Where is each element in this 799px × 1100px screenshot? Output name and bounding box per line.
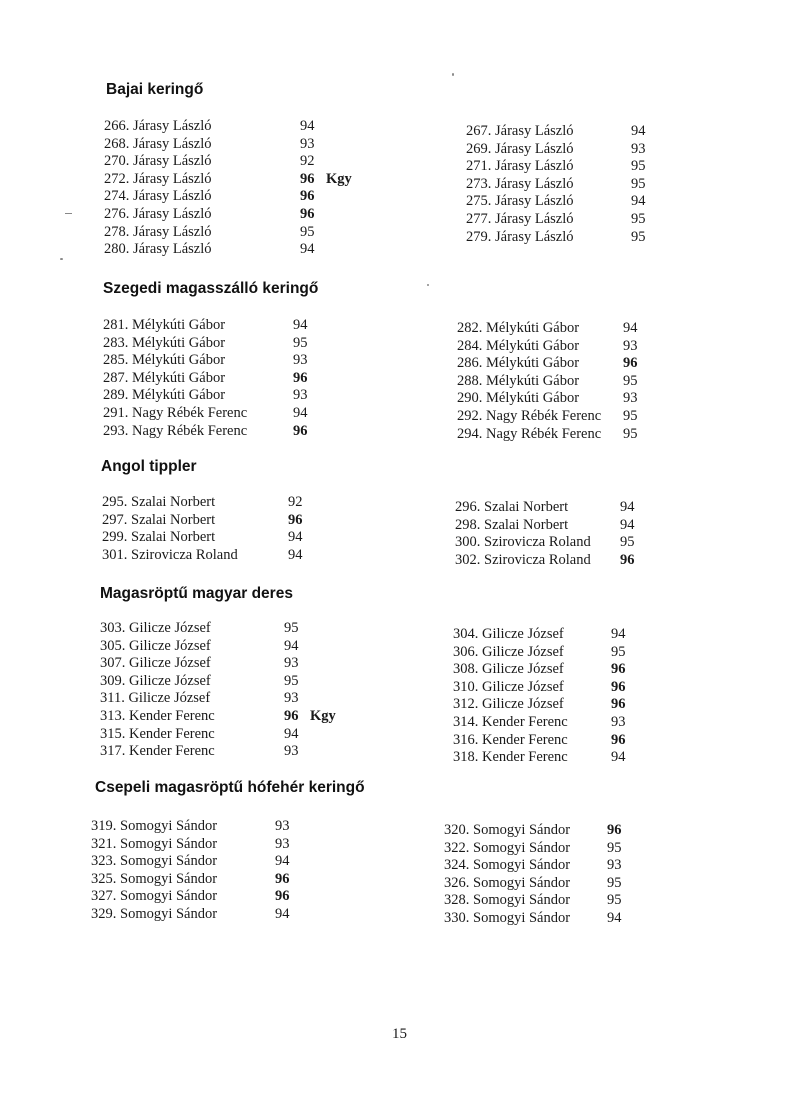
entry-label: 280. Járasy László	[104, 241, 212, 258]
entry-label: 274. Járasy László	[104, 188, 212, 205]
entry-score: 94	[620, 499, 635, 515]
entry-score: 96	[275, 870, 290, 887]
entry-score: 94	[611, 749, 626, 766]
entry-score: 94	[631, 123, 646, 139]
scan-speck	[452, 73, 454, 76]
entry-label: 314. Kender Ferenc	[453, 713, 568, 730]
entry-score: 93	[275, 818, 290, 834]
entry-score: 93	[284, 743, 299, 760]
entry-score: 94	[607, 909, 622, 926]
entry-score: 93	[631, 140, 646, 157]
entry-score: 94	[288, 546, 303, 563]
entry-label: 290. Mélykúti Gábor	[457, 390, 580, 407]
entry-score: 94	[611, 626, 626, 642]
entry-label: 272. Járasy László	[104, 170, 212, 187]
entry-score: 95	[284, 672, 299, 689]
scan-speck	[65, 213, 72, 214]
entry-score: 93	[284, 690, 299, 707]
entry-label: 286. Mélykúti Gábor	[457, 355, 580, 372]
entry-label: 268. Járasy László	[104, 135, 212, 152]
entry-score: 95	[623, 425, 638, 442]
page-number: 15	[392, 1026, 407, 1042]
entry-label: 287. Mélykúti Gábor	[103, 369, 226, 386]
entry-score: 95	[623, 407, 638, 424]
entry-score: 95	[607, 874, 622, 891]
entry-label: 315. Kender Ferenc	[100, 725, 215, 742]
entry-score: 95	[631, 158, 646, 175]
entry-label: 298. Szalai Norbert	[455, 516, 569, 533]
entry-label: 278. Járasy László	[104, 223, 212, 240]
entry-label: 282. Mélykúti Gábor	[457, 320, 580, 336]
entry-score: 95	[607, 892, 622, 909]
entry-note: Kgy	[326, 170, 352, 187]
entry-score: 96	[293, 422, 308, 439]
entry-score: 95	[631, 210, 646, 227]
entry-score: 94	[275, 905, 290, 922]
entry-label: 297. Szalai Norbert	[102, 511, 216, 528]
entry-score: 93	[623, 337, 638, 354]
entry-score: 96	[300, 188, 315, 205]
entry-label: 318. Kender Ferenc	[453, 749, 568, 766]
entry-label: 328. Somogyi Sándor	[444, 892, 571, 909]
entry-score: 96	[607, 822, 622, 838]
entry-score: 96	[275, 888, 290, 905]
entry-score: 95	[300, 223, 315, 240]
section-title: Magasröptű magyar deres	[100, 585, 293, 602]
entry-label: 312. Gilicze József	[453, 696, 564, 713]
entry-label: 313. Kender Ferenc	[100, 707, 215, 724]
section-title: Szegedi magasszálló keringő	[103, 280, 319, 297]
entry-score: 96	[620, 551, 635, 568]
entry-score: 93	[611, 713, 626, 730]
entry-label: 322. Somogyi Sándor	[444, 839, 571, 856]
entry-score: 93	[293, 352, 308, 369]
entry-score: 93	[300, 135, 315, 152]
entry-label: 302. Szirovicza Roland	[455, 551, 591, 568]
entry-score: 96	[300, 205, 315, 222]
entry-score: 96	[293, 369, 308, 386]
entry-score: 95	[620, 534, 635, 551]
entry-label: 288. Mélykúti Gábor	[457, 372, 580, 389]
entry-label: 300. Szirovicza Roland	[455, 534, 591, 551]
entry-score: 95	[607, 839, 622, 856]
entry-score: 95	[631, 175, 646, 192]
entry-label: 285. Mélykúti Gábor	[103, 352, 226, 369]
entry-label: 323. Somogyi Sándor	[91, 853, 218, 870]
entry-score: 96	[288, 511, 303, 528]
entry-note: Kgy	[310, 707, 336, 724]
entry-score: 94	[623, 320, 638, 336]
entry-score: 95	[293, 334, 308, 351]
entry-label: 276. Járasy László	[104, 205, 212, 222]
entry-label: 293. Nagy Rébék Ferenc	[103, 422, 248, 439]
entry-label: 292. Nagy Rébék Ferenc	[457, 407, 602, 424]
scan-speck	[60, 258, 63, 260]
entry-score: 96	[611, 678, 626, 695]
entry-label: 329. Somogyi Sándor	[91, 905, 218, 922]
entry-score: 94	[284, 637, 299, 654]
entry-label: 279. Járasy László	[466, 228, 574, 245]
entry-score: 95	[623, 372, 638, 389]
entry-label: 291. Nagy Rébék Ferenc	[103, 404, 248, 421]
entry-score: 96	[300, 170, 315, 187]
entry-score: 94	[300, 241, 315, 258]
entry-label: 269. Járasy László	[466, 140, 574, 157]
entry-score: 95	[611, 643, 626, 660]
entry-score: 96	[623, 355, 638, 372]
entry-label: 310. Gilicze József	[453, 678, 564, 695]
entry-label: 299. Szalai Norbert	[102, 529, 216, 546]
entry-label: 267. Járasy László	[466, 123, 574, 139]
entry-score: 93	[284, 655, 299, 672]
entry-label: 324. Somogyi Sándor	[444, 857, 571, 874]
entry-score: 93	[623, 390, 638, 407]
scan-speck	[427, 284, 429, 286]
entry-score: 93	[607, 857, 622, 874]
entry-label: 317. Kender Ferenc	[100, 743, 215, 760]
entry-label: 330. Somogyi Sándor	[444, 909, 571, 926]
entry-score: 94	[288, 529, 303, 546]
entry-score: 96	[611, 661, 626, 678]
entry-score: 94	[631, 193, 646, 210]
entry-label: 304. Gilicze József	[453, 626, 564, 642]
entry-score: 94	[293, 317, 308, 333]
entry-label: 306. Gilicze József	[453, 643, 564, 660]
entry-score: 94	[300, 118, 315, 134]
entry-score: 95	[631, 228, 646, 245]
entry-label: 296. Szalai Norbert	[455, 499, 569, 515]
entry-label: 311. Gilicze József	[100, 690, 211, 707]
entry-label: 308. Gilicze József	[453, 661, 564, 678]
entry-label: 320. Somogyi Sándor	[444, 822, 571, 838]
entry-score: 94	[284, 725, 299, 742]
entry-label: 321. Somogyi Sándor	[91, 835, 218, 852]
entry-score: 94	[275, 853, 290, 870]
entry-label: 303. Gilicze József	[100, 620, 211, 636]
section-title: Csepeli magasröptű hófehér keringő	[95, 779, 365, 796]
entry-score: 96	[284, 707, 299, 724]
entry-label: 325. Somogyi Sándor	[91, 870, 218, 887]
entry-score: 92	[288, 494, 303, 510]
entry-label: 295. Szalai Norbert	[102, 494, 216, 510]
entry-score: 92	[300, 153, 315, 170]
entry-label: 284. Mélykúti Gábor	[457, 337, 580, 354]
entry-label: 319. Somogyi Sándor	[91, 818, 218, 834]
entry-label: 266. Járasy László	[104, 118, 212, 134]
entry-label: 273. Járasy László	[466, 175, 574, 192]
entry-label: 294. Nagy Rébék Ferenc	[457, 425, 602, 442]
entry-score: 94	[293, 404, 308, 421]
entry-score: 95	[284, 620, 299, 636]
entry-label: 309. Gilicze József	[100, 672, 211, 689]
entry-label: 307. Gilicze József	[100, 655, 211, 672]
entry-label: 327. Somogyi Sándor	[91, 888, 218, 905]
entry-label: 326. Somogyi Sándor	[444, 874, 571, 891]
entry-label: 316. Kender Ferenc	[453, 731, 568, 748]
entry-label: 305. Gilicze József	[100, 637, 211, 654]
entry-score: 93	[275, 835, 290, 852]
section-title: Angol tippler	[101, 458, 197, 475]
entry-label: 271. Járasy László	[466, 158, 574, 175]
entry-label: 281. Mélykúti Gábor	[103, 317, 226, 333]
entry-score: 96	[611, 731, 626, 748]
entry-score: 96	[611, 696, 626, 713]
entry-score: 93	[293, 387, 308, 404]
entry-score: 94	[620, 516, 635, 533]
entry-label: 270. Járasy László	[104, 153, 212, 170]
entry-label: 275. Járasy László	[466, 193, 574, 210]
section-title: Bajai keringő	[106, 81, 204, 98]
entry-label: 289. Mélykúti Gábor	[103, 387, 226, 404]
entry-label: 277. Járasy László	[466, 210, 574, 227]
entry-label: 301. Szirovicza Roland	[102, 546, 238, 563]
entry-label: 283. Mélykúti Gábor	[103, 334, 226, 351]
